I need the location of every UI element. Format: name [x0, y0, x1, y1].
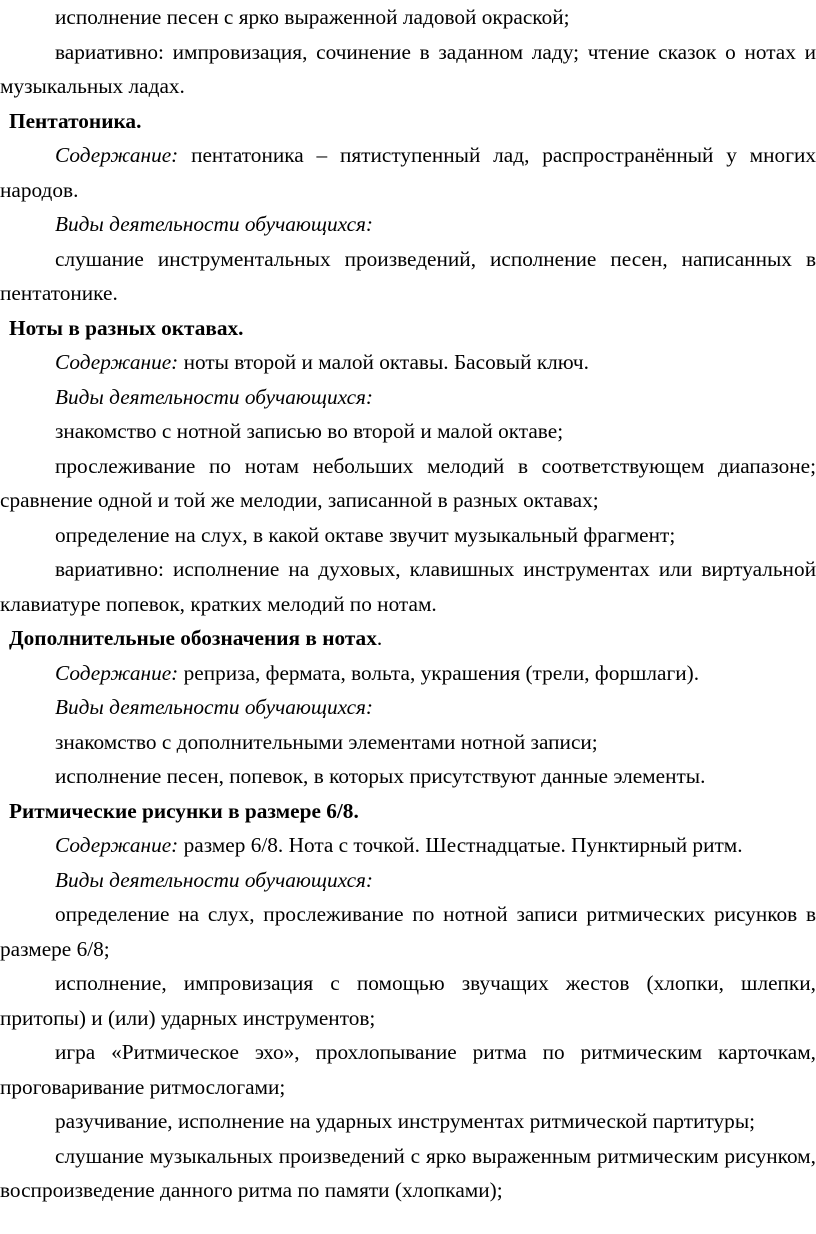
body-paragraph	[0, 897, 816, 966]
section-heading-title: Ноты в разных октавах.	[9, 315, 244, 340]
content-paragraph	[0, 828, 816, 863]
section-heading	[0, 621, 816, 656]
content-text: реприза, фермата, вольта, украшения (трели, форшлаги).	[178, 660, 700, 685]
content-label: Содержание:	[55, 833, 179, 857]
paragraph-text: определение на слух, прослеживание по нотной записи ритмических рисунков в размере 6/8;	[0, 902, 816, 961]
paragraph-text: игра «Ритмическое эхо», прохлопывание ритма по ритмическим карточкам, проговаривание ритмослогами;	[0, 1040, 816, 1099]
activities-label: Виды деятельности обучающихся:	[55, 867, 374, 892]
content-text: размер 6/8. Нота с точкой. Шестнадцатые. Пунктирный ритм.	[178, 833, 743, 857]
paragraph-text: исполнение песен, попевок, в которых присутствуют данные элементы.	[55, 764, 706, 788]
body-paragraph	[0, 759, 816, 794]
activities-label: Виды деятельности обучающихся:	[55, 695, 374, 719]
paragraph-text: знакомство с дополнительными элементами нотной записи;	[55, 729, 598, 754]
section-heading	[0, 794, 816, 829]
activities-label-paragraph	[0, 863, 816, 898]
body-paragraph	[0, 552, 816, 621]
paragraph-text: исполнение песен с ярко выраженной ладовой окраской;	[55, 5, 570, 29]
paragraph-text: слушание музыкальных произведений с ярко выраженным ритмическим рисунком, воспроизведение данного ритма по памяти (хлопками);	[0, 1143, 816, 1202]
body-paragraph	[0, 1035, 816, 1104]
body-paragraph	[0, 0, 816, 35]
section-heading-title: Ритмические рисунки в размере 6/8.	[9, 798, 359, 823]
section-heading	[0, 311, 816, 346]
paragraph-text: определение на слух, в какой октаве звучит музыкальный фрагмент;	[55, 522, 676, 547]
section-heading-punct: .	[376, 626, 383, 650]
paragraph-text: разучивание, исполнение на ударных инструментах ритмической партитуры;	[55, 1109, 756, 1133]
activities-label: Виды деятельности обучающихся:	[55, 212, 374, 236]
paragraph-text: вариативно: импровизация, сочинение в заданном ладу; чтение сказок о нотах и музыкальных ладах.	[0, 39, 816, 98]
activities-label-paragraph	[0, 690, 816, 725]
body-paragraph	[0, 1139, 816, 1208]
paragraph-text: знакомство с нотной записью во второй и малой октаве;	[55, 419, 564, 443]
content-label: Содержание:	[55, 660, 179, 685]
section-heading-title: Пентатоника.	[9, 108, 142, 133]
body-paragraph	[0, 1104, 816, 1139]
body-paragraph	[0, 414, 816, 449]
content-label: Содержание:	[55, 350, 179, 374]
body-paragraph	[0, 518, 816, 553]
content-paragraph	[0, 656, 816, 691]
section-heading-title: Дополнительные обозначения в нотах	[9, 626, 377, 650]
content-text: пентатоника – пятиступенный лад, распространённый у многих народов.	[0, 143, 816, 202]
activities-label-paragraph	[0, 380, 816, 415]
content-paragraph	[0, 138, 816, 207]
body-paragraph	[0, 35, 816, 104]
content-paragraph	[0, 345, 816, 380]
body-paragraph	[0, 449, 816, 518]
paragraph-text: вариативно: исполнение на духовых, клавишных инструментах или виртуальной клавиатуре попевок, кратких мелодий по нотам.	[0, 557, 816, 616]
content-label: Содержание:	[55, 143, 179, 167]
paragraph-text: слушание инструментальных произведений, исполнение песен, написанных в пентатонике.	[0, 246, 816, 305]
activities-label-paragraph	[0, 207, 816, 242]
section-heading	[0, 104, 816, 139]
paragraph-text: прослеживание по нотам небольших мелодий в соответствующем диапазоне; сравнение одной и той же мелодии, записанной в разных октавах;	[0, 453, 816, 512]
paragraph-text: исполнение, импровизация с помощью звучащих жестов (хлопки, шлепки, притопы) и (или) ударных инструментов;	[0, 971, 816, 1030]
body-paragraph	[0, 966, 816, 1035]
activities-label: Виды деятельности обучающихся:	[55, 384, 374, 409]
body-paragraph	[0, 725, 816, 760]
body-paragraph	[0, 242, 816, 311]
content-text: ноты второй и малой октавы. Басовый ключ.	[178, 350, 589, 374]
